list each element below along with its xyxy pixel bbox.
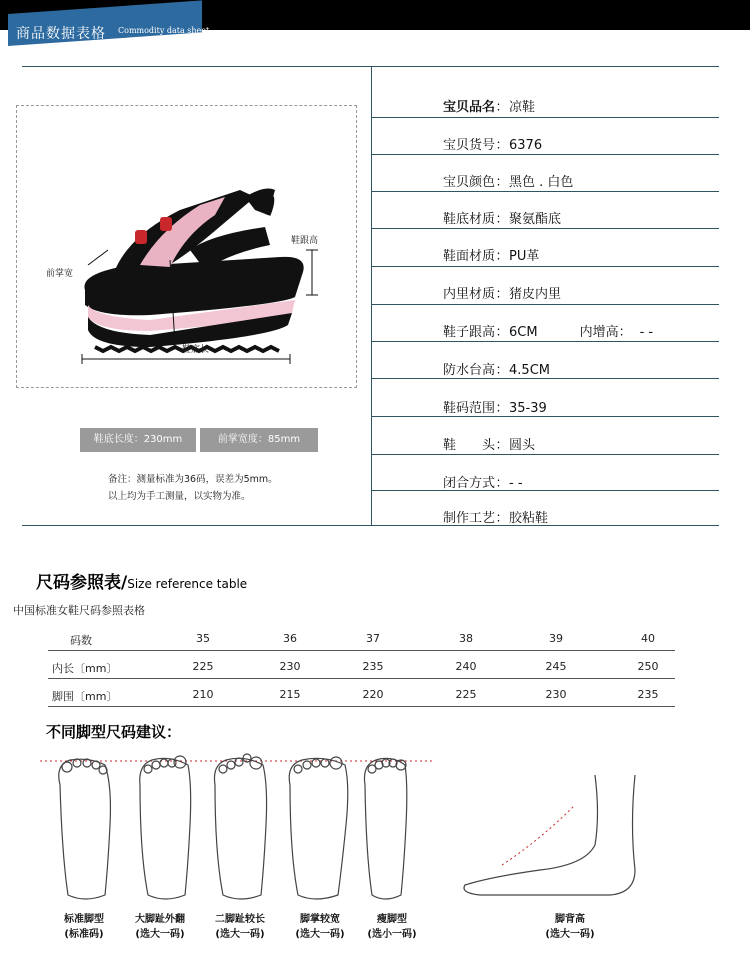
size-table-subtitle: 中国标准女鞋尺码参照表格 bbox=[13, 604, 145, 617]
sandal-image bbox=[40, 175, 340, 365]
table-row bbox=[48, 684, 675, 706]
row-label: 内长〔mm〕 bbox=[52, 662, 118, 675]
table-line bbox=[48, 678, 675, 679]
cell: 240 bbox=[455, 660, 477, 673]
foot-type-high-instep: 脚背高 (选大一码) bbox=[545, 914, 595, 940]
spec-name: 宝贝品名：凉鞋 bbox=[443, 100, 536, 115]
foot-type-title: 不同脚型尺码建议： bbox=[46, 723, 182, 741]
foot-type-thin: 瘦脚型 (选小一码) bbox=[367, 914, 417, 940]
spec-closure: 闭合方式：- - bbox=[443, 476, 523, 491]
spec-upper-material: 鞋面材质：PU革 bbox=[443, 249, 540, 264]
table-bottom-line bbox=[22, 525, 719, 526]
forefoot-width-label: 前掌宽 bbox=[46, 269, 74, 279]
foot-type-long-second-toe: 二脚趾较长 (选大一码) bbox=[215, 914, 265, 940]
cell: 225 bbox=[192, 660, 214, 673]
row-line bbox=[372, 117, 719, 118]
cell: 210 bbox=[192, 688, 214, 701]
spec-lining: 内里材质：猪皮内里 bbox=[443, 287, 562, 302]
header-title-en: Commodity data sheet bbox=[118, 26, 210, 35]
row-label: 脚围〔mm〕 bbox=[52, 690, 118, 703]
cell: 37 bbox=[366, 632, 380, 645]
note-line-1: 备注：测量标准为36码，误差为5mm。 bbox=[108, 474, 278, 485]
cell: 40 bbox=[641, 632, 655, 645]
row-line bbox=[372, 266, 719, 267]
spec-size-range: 鞋码范围：35-39 bbox=[443, 401, 547, 416]
cell: 36 bbox=[283, 632, 297, 645]
note-line-2: 以上均为手工测量，以实物为准。 bbox=[108, 491, 251, 502]
cell: 230 bbox=[279, 660, 301, 673]
cell: 235 bbox=[362, 660, 384, 673]
size-table-title: 尺码参照表/Size reference table bbox=[36, 573, 248, 593]
spec-sole-material: 鞋底材质：聚氨酯底 bbox=[443, 212, 562, 227]
row-line bbox=[372, 416, 719, 417]
table-line bbox=[48, 650, 675, 651]
row-line bbox=[372, 228, 719, 229]
sole-length-badge: 鞋底长度：230mm bbox=[80, 428, 196, 452]
cell: 35 bbox=[196, 632, 210, 645]
foot-type-illustrations bbox=[40, 745, 740, 905]
cell: 245 bbox=[545, 660, 567, 673]
row-line bbox=[372, 490, 719, 491]
row-label: 码数 bbox=[70, 634, 92, 647]
sole-length-label: 鞋底长 bbox=[182, 345, 210, 355]
row-line bbox=[372, 154, 719, 155]
spec-craft: 制作工艺：胶粘鞋 bbox=[443, 511, 549, 526]
row-line bbox=[372, 341, 719, 342]
table-line bbox=[48, 706, 675, 707]
row-line bbox=[372, 378, 719, 379]
spec-toe: 鞋 头：圆头 bbox=[443, 438, 536, 453]
cell: 225 bbox=[455, 688, 477, 701]
cell: 220 bbox=[362, 688, 384, 701]
spec-heel-height: 鞋子跟高：6CM 内增高： - - bbox=[443, 325, 654, 340]
foot-type-wide: 脚掌较宽 (选大一码) bbox=[295, 914, 345, 940]
cell: 38 bbox=[459, 632, 473, 645]
cell: 39 bbox=[549, 632, 563, 645]
heel-height-label: 鞋跟高 bbox=[291, 236, 319, 246]
row-line bbox=[372, 304, 719, 305]
cell: 215 bbox=[279, 688, 301, 701]
cell: 250 bbox=[637, 660, 659, 673]
forefoot-width-badge: 前掌宽度：85mm bbox=[200, 428, 318, 452]
spec-platform: 防水台高：4.5CM bbox=[443, 363, 550, 378]
spec-item-no: 宝贝货号：6376 bbox=[443, 138, 543, 153]
table-divider bbox=[371, 66, 372, 525]
cell: 230 bbox=[545, 688, 567, 701]
row-line bbox=[372, 191, 719, 192]
foot-type-bunion: 大脚趾外翻 (选大一码) bbox=[135, 914, 185, 940]
table-row bbox=[48, 628, 675, 650]
header-title-cn: 商品数据表格 bbox=[16, 26, 106, 42]
table-row bbox=[48, 656, 675, 678]
cell: 235 bbox=[637, 688, 659, 701]
foot-type-standard: 标准脚型 (标准码) bbox=[64, 914, 104, 940]
spec-color: 宝贝颜色：黑色 . 白色 bbox=[443, 175, 574, 190]
row-line bbox=[372, 454, 719, 455]
